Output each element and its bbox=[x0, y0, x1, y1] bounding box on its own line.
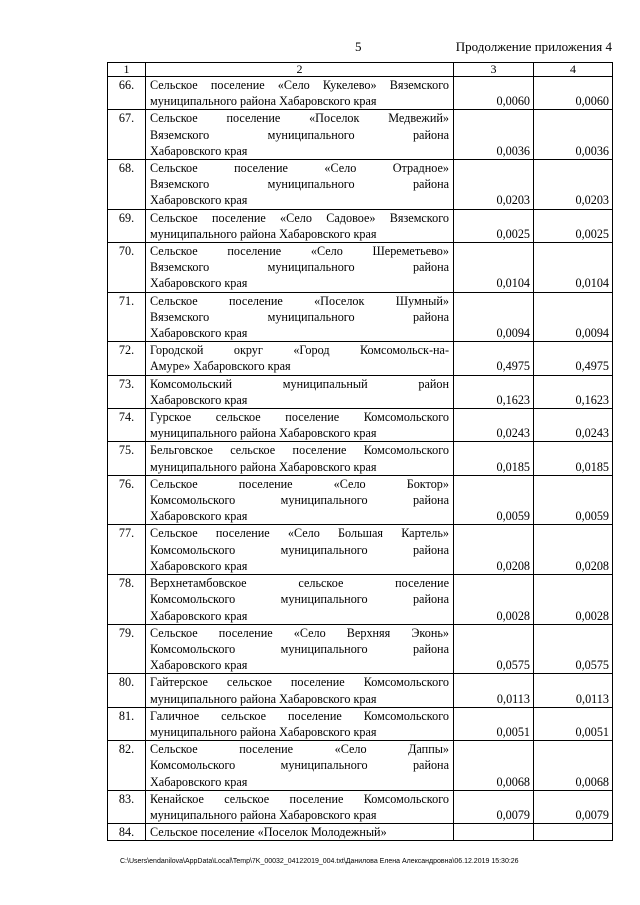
name-line: Комсомольского муниципального района bbox=[150, 493, 449, 508]
row-number: 82. bbox=[108, 741, 146, 791]
name-line: муниципального района Хабаровского края bbox=[150, 459, 377, 474]
table-row bbox=[108, 707, 613, 740]
value-col4: 0,0036 bbox=[534, 110, 613, 160]
name-line: Хабаровского края bbox=[150, 143, 248, 158]
value-col3: 0,0079 bbox=[454, 790, 534, 823]
name-line: Хабаровского края bbox=[150, 509, 248, 524]
row-number: 78. bbox=[108, 575, 146, 625]
municipality-name bbox=[146, 342, 454, 375]
table-row bbox=[108, 375, 613, 408]
value-col3: 0,0203 bbox=[454, 160, 534, 210]
row-number: 72. bbox=[108, 342, 146, 375]
value-col3: 0,0025 bbox=[454, 209, 534, 242]
municipality-name bbox=[146, 741, 454, 791]
name-line: Комсомольского муниципального района bbox=[150, 592, 449, 607]
value-col4: 0,0051 bbox=[534, 707, 613, 740]
municipality-name bbox=[146, 375, 454, 408]
value-col3: 0,0094 bbox=[454, 292, 534, 342]
value-col4: 0,0079 bbox=[534, 790, 613, 823]
name-line: Комсомольский муниципальный район bbox=[150, 376, 449, 391]
page-number: 5 bbox=[355, 39, 362, 54]
value-col4: 0,0094 bbox=[534, 292, 613, 342]
municipality-name bbox=[146, 707, 454, 740]
column-header: 3 bbox=[454, 63, 534, 77]
table-row bbox=[108, 790, 613, 823]
value-col4: 0,0243 bbox=[534, 409, 613, 442]
name-line: Сельское поселение «Село Верхняя Эконь» bbox=[150, 625, 449, 640]
name-line: Амуре» Хабаровского края bbox=[150, 359, 291, 374]
name-line: Хабаровского края bbox=[150, 276, 248, 291]
value-col3: 0,0068 bbox=[454, 741, 534, 791]
name-line: Гайтерское сельское поселение Комсомольского bbox=[150, 675, 449, 690]
table-header-row bbox=[108, 63, 613, 77]
table-row bbox=[108, 475, 613, 525]
row-number: 66. bbox=[108, 77, 146, 110]
value-col3: 0,0185 bbox=[454, 442, 534, 475]
municipality-name bbox=[146, 442, 454, 475]
municipality-name bbox=[146, 292, 454, 342]
value-col4: 0,4975 bbox=[534, 342, 613, 375]
name-line: муниципального района Хабаровского края bbox=[150, 691, 377, 706]
name-line: Сельское поселение «Село Боктор» bbox=[150, 476, 449, 491]
table-row bbox=[108, 824, 613, 841]
name-line: Сельское поселение «Село Отрадное» bbox=[150, 161, 449, 176]
row-number: 75. bbox=[108, 442, 146, 475]
value-col4: 0,0104 bbox=[534, 243, 613, 293]
municipality-name bbox=[146, 624, 454, 674]
column-header: 1 bbox=[108, 63, 146, 77]
row-number: 83. bbox=[108, 790, 146, 823]
value-col3: 0,4975 bbox=[454, 342, 534, 375]
name-line: Сельское поселение «Поселок Медвежий» bbox=[150, 111, 449, 126]
municipality-name bbox=[146, 575, 454, 625]
name-line: Сельское поселение «Село Садовое» Вяземского bbox=[150, 210, 449, 225]
municipality-name bbox=[146, 475, 454, 525]
name-line: Сельское поселение «Поселок Шумный» bbox=[150, 293, 449, 308]
value-col4: 0,0113 bbox=[534, 674, 613, 707]
value-col4: 0,0575 bbox=[534, 624, 613, 674]
row-number: 76. bbox=[108, 475, 146, 525]
municipality-name bbox=[146, 209, 454, 242]
row-number: 70. bbox=[108, 243, 146, 293]
table-row bbox=[108, 209, 613, 242]
municipality-name bbox=[146, 243, 454, 293]
row-number: 81. bbox=[108, 707, 146, 740]
column-header: 2 bbox=[146, 63, 454, 77]
row-number: 69. bbox=[108, 209, 146, 242]
value-col3: 0,0051 bbox=[454, 707, 534, 740]
row-number: 73. bbox=[108, 375, 146, 408]
municipality-name bbox=[146, 674, 454, 707]
value-col4: 0,0203 bbox=[534, 160, 613, 210]
name-line: Вяземского муниципального района bbox=[150, 260, 449, 275]
row-number: 79. bbox=[108, 624, 146, 674]
name-line: Комсомольского муниципального района bbox=[150, 641, 449, 656]
allocation-table bbox=[107, 62, 613, 841]
value-col4 bbox=[534, 824, 613, 841]
column-header: 4 bbox=[534, 63, 613, 77]
municipality-name bbox=[146, 160, 454, 210]
name-line: муниципального района Хабаровского края bbox=[150, 807, 377, 822]
value-col3 bbox=[454, 824, 534, 841]
name-line: Комсомольского муниципального района bbox=[150, 758, 449, 773]
name-line: Кенайское сельское поселение Комсомольского bbox=[150, 791, 449, 806]
name-line: Сельское поселение «Село Шереметьево» bbox=[150, 244, 449, 259]
value-col3: 0,0113 bbox=[454, 674, 534, 707]
row-number: 74. bbox=[108, 409, 146, 442]
name-line: Вяземского муниципального района bbox=[150, 127, 449, 142]
name-line: Галичное сельское поселение Комсомольского bbox=[150, 708, 449, 723]
table-row bbox=[108, 575, 613, 625]
value-col4: 0,0068 bbox=[534, 741, 613, 791]
value-col4: 0,0028 bbox=[534, 575, 613, 625]
value-col3: 0,0243 bbox=[454, 409, 534, 442]
name-line: Сельское поселение «Село Кукелево» Вяземского bbox=[150, 78, 449, 92]
value-col4: 0,0185 bbox=[534, 442, 613, 475]
name-line: Хабаровского края bbox=[150, 658, 248, 673]
value-col4: 0,0060 bbox=[534, 77, 613, 110]
name-line: Вяземского муниципального района bbox=[150, 177, 449, 192]
row-number: 68. bbox=[108, 160, 146, 210]
name-line: Хабаровского края bbox=[150, 774, 248, 789]
value-col3: 0,0575 bbox=[454, 624, 534, 674]
value-col3: 0,0208 bbox=[454, 525, 534, 575]
table-body bbox=[108, 63, 613, 841]
file-path-footer: C:\Users\endanilova\AppData\Local\Temp\7K_00032_04122019_004.txt\Данилова Елена Александровна\06.12.2019 15:30:26 bbox=[120, 858, 519, 865]
row-number: 80. bbox=[108, 674, 146, 707]
row-number: 84. bbox=[108, 824, 146, 841]
row-number: 71. bbox=[108, 292, 146, 342]
name-line: муниципального района Хабаровского края bbox=[150, 426, 377, 441]
municipality-name bbox=[146, 525, 454, 575]
table-row bbox=[108, 110, 613, 160]
municipality-name bbox=[146, 790, 454, 823]
name-line: муниципального района Хабаровского края bbox=[150, 226, 377, 241]
continuation-label: Продолжение приложения 4 bbox=[455, 39, 612, 54]
table-row bbox=[108, 77, 613, 110]
value-col3: 0,0060 bbox=[454, 77, 534, 110]
municipality-name bbox=[146, 110, 454, 160]
name-line: Хабаровского края bbox=[150, 326, 248, 341]
row-number: 67. bbox=[108, 110, 146, 160]
table-row bbox=[108, 624, 613, 674]
name-line: Верхнетамбовское сельское поселение bbox=[150, 576, 449, 591]
name-line: Бельговское сельское поселение Комсомольского bbox=[150, 443, 449, 458]
name-line: Хабаровского края bbox=[150, 558, 248, 573]
municipality-name bbox=[146, 824, 454, 841]
name-line: Хабаровского края bbox=[150, 608, 248, 623]
table-row bbox=[108, 442, 613, 475]
value-col4: 0,1623 bbox=[534, 375, 613, 408]
table-row bbox=[108, 292, 613, 342]
table-row bbox=[108, 525, 613, 575]
name-line: Гурское сельское поселение Комсомольского bbox=[150, 410, 449, 425]
value-col4: 0,0025 bbox=[534, 209, 613, 242]
table-row bbox=[108, 674, 613, 707]
name-line: Вяземского муниципального района bbox=[150, 309, 449, 324]
municipality-name bbox=[146, 77, 454, 110]
row-number: 77. bbox=[108, 525, 146, 575]
value-col3: 0,0028 bbox=[454, 575, 534, 625]
name-line: Хабаровского края bbox=[150, 392, 248, 407]
municipality-name bbox=[146, 409, 454, 442]
table-row bbox=[108, 243, 613, 293]
value-col3: 0,0059 bbox=[454, 475, 534, 525]
name-line: муниципального района Хабаровского края bbox=[150, 94, 377, 109]
name-line: муниципального района Хабаровского края bbox=[150, 724, 377, 739]
value-col3: 0,0104 bbox=[454, 243, 534, 293]
table-row bbox=[108, 409, 613, 442]
table-row bbox=[108, 342, 613, 375]
table-row bbox=[108, 741, 613, 791]
table-row bbox=[108, 160, 613, 210]
name-line: Комсомольского муниципального района bbox=[150, 542, 449, 557]
name-line: Сельское поселение «Село Большая Картель» bbox=[150, 526, 449, 541]
name-line: Сельское поселение «Село Даппы» bbox=[150, 742, 449, 757]
value-col3: 0,1623 bbox=[454, 375, 534, 408]
value-col4: 0,0059 bbox=[534, 475, 613, 525]
value-col4: 0,0208 bbox=[534, 525, 613, 575]
name-line: Сельское поселение «Поселок Молодежный» bbox=[150, 825, 387, 840]
value-col3: 0,0036 bbox=[454, 110, 534, 160]
name-line: Хабаровского края bbox=[150, 193, 248, 208]
name-line: Городской округ «Город Комсомольск-на- bbox=[150, 343, 449, 358]
